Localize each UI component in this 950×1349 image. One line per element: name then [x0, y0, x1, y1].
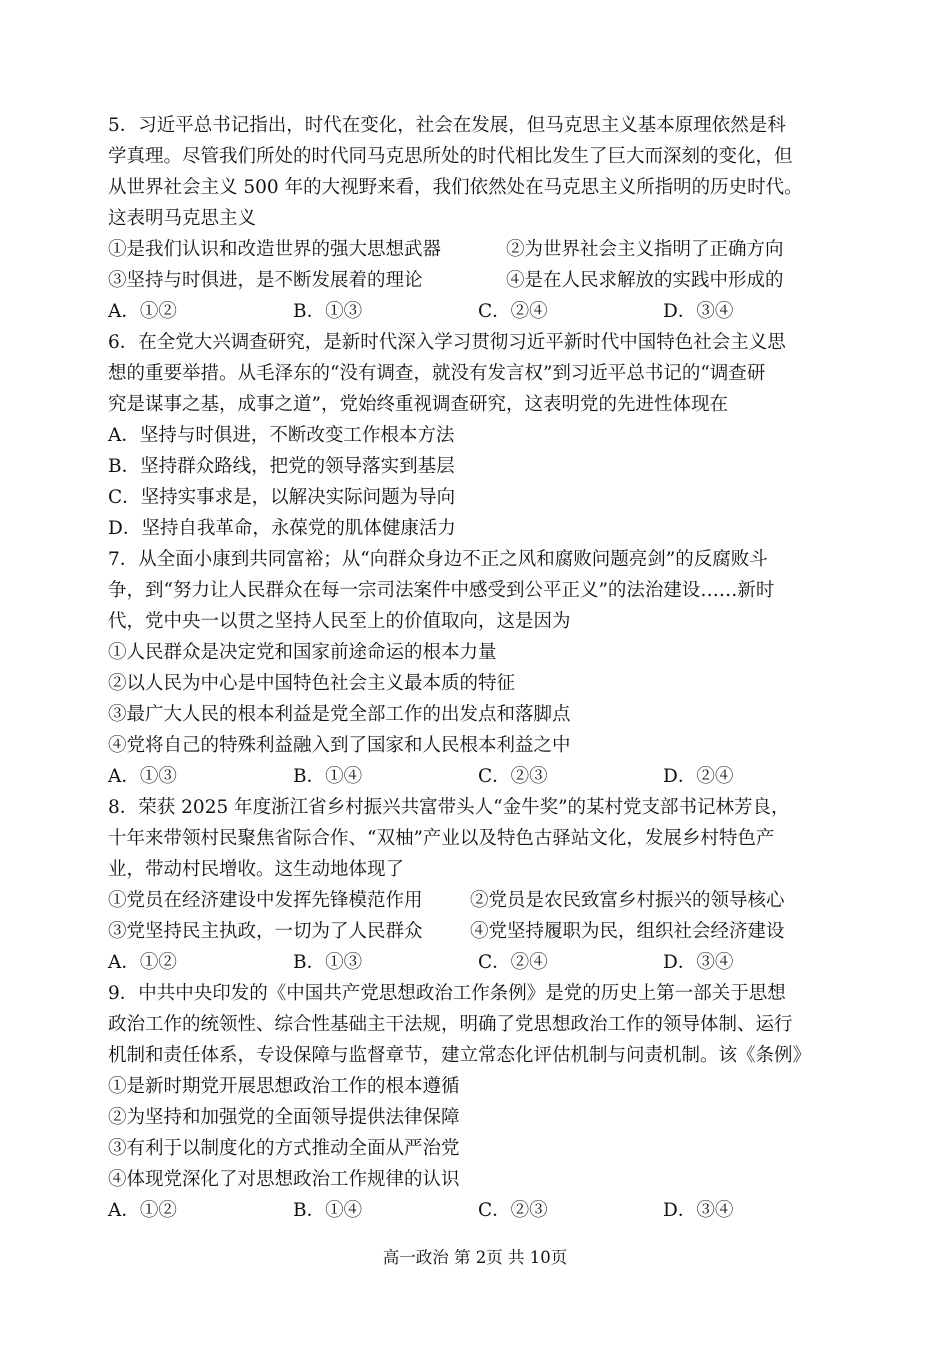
q5-statement-4: ④是在人民求解放的实践中形成的 [506, 270, 784, 291]
q8-statement-3: ③党坚持民主执政，一切为了人民群众 [108, 921, 423, 942]
q9-statement-4: ④体现党深化了对思想政治工作规律的认识 [108, 1169, 460, 1190]
question-9 [108, 978, 848, 1226]
q9-option-a: A．①② [108, 1200, 177, 1221]
q9-stem-line-3: 机制和责任体系，专设保障与监督章节，建立常态化评估机制与问责机制。该《条例》 [108, 1045, 812, 1066]
q7-statement-2: ②以人民为中心是中国特色社会主义最本质的特征 [108, 673, 516, 694]
q7-option-a: A．①③ [108, 766, 177, 787]
q7-statement-1: ①人民群众是决定党和国家前途命运的根本力量 [108, 642, 497, 663]
q6-choice-c: C．坚持实事求是，以解决实际问题为导向 [108, 487, 456, 508]
q5-stem-line-1: 5．习近平总书记指出，时代在变化，社会在发展，但马克思主义基本原理依然是科 [108, 115, 786, 136]
q9-option-c: C．②③ [478, 1200, 548, 1221]
q5-option-a: A．①② [108, 301, 177, 322]
q6-choice-b: B．坚持群众路线，把党的领导落实到基层 [108, 456, 455, 477]
q8-stem-line-3: 业，带动村民增收。这生动地体现了 [108, 859, 405, 880]
q5-option-d: D．③④ [663, 301, 734, 322]
q5-statement-2: ②为世界社会主义指明了正确方向 [506, 239, 784, 260]
q7-statement-3: ③最广大人民的根本利益是党全部工作的出发点和落脚点 [108, 704, 571, 725]
q8-options [108, 947, 848, 978]
q5-option-b: B．①③ [293, 301, 363, 322]
q8-option-d: D．③④ [663, 952, 734, 973]
q7-stem-line-2: 争，到“努力让人民群众在每一宗司法案件中感受到公平正义”的法治建设……新时 [108, 580, 775, 601]
q7-stem-line-1: 7．从全面小康到共同富裕；从“向群众身边不正之风和腐败问题亮剑”的反腐败斗 [108, 549, 768, 570]
q5-statement-3: ③坚持与时俱进，是不断发展着的理论 [108, 270, 423, 291]
q5-stem-line-4: 这表明马克思主义 [108, 208, 257, 229]
question-8 [108, 792, 848, 978]
q7-option-d: D．②④ [663, 766, 734, 787]
q6-stem-line-1: 6．在全党大兴调查研究，是新时代深入学习贯彻习近平新时代中国特色社会主义思 [108, 332, 786, 353]
q5-stem-line-3: 从世界社会主义 500 年的大视野来看，我们依然处在马克思主义所指明的历史时代。 [108, 177, 803, 198]
q9-stem-line-1: 9．中共中央印发的《中国共产党思想政治工作条例》是党的历史上第一部关于思想 [108, 983, 786, 1004]
q8-statements-row-2 [108, 916, 848, 947]
q7-options [108, 761, 848, 792]
question-list [108, 110, 848, 1226]
question-7 [108, 544, 848, 792]
question-6 [108, 327, 848, 544]
page-footer: 高一政治 第 2页 共 10页 [382, 1248, 568, 1267]
q8-stem-line-2: 十年来带领村民聚焦省际合作、“双柚”产业以及特色古驿站文化，发展乡村特色产 [108, 828, 775, 849]
q8-stem-line-1: 8．荣获 2025 年度浙江省乡村振兴共富带头人“金牛奖”的某村党支部书记林芳良， [108, 797, 790, 818]
q8-option-c: C．②④ [478, 952, 548, 973]
q8-statement-2: ②党员是农民致富乡村振兴的领导核心 [470, 890, 785, 911]
q8-option-b: B．①③ [293, 952, 363, 973]
q5-statements-row-1 [108, 234, 848, 265]
q8-option-a: A．①② [108, 952, 177, 973]
q7-option-c: C．②③ [478, 766, 548, 787]
q7-stem-line-3: 代，党中央一以贯之坚持人民至上的价值取向，这是因为 [108, 611, 571, 632]
q6-choice-d: D．坚持自我革命，永葆党的肌体健康活力 [108, 518, 456, 539]
q8-statements-row-1 [108, 885, 848, 916]
q9-statement-1: ①是新时期党开展思想政治工作的根本遵循 [108, 1076, 460, 1097]
q5-option-c: C．②④ [478, 301, 548, 322]
q6-stem-line-2: 想的重要举措。从毛泽东的“没有调查，就没有发言权”到习近平总书记的“调查研 [108, 363, 766, 384]
q5-stem-line-2: 学真理。尽管我们所处的时代同马克思所处的时代相比发生了巨大而深刻的变化，但 [108, 146, 793, 167]
q7-option-b: B．①④ [293, 766, 363, 787]
q9-option-d: D．③④ [663, 1200, 734, 1221]
q5-options [108, 296, 848, 327]
q8-statement-1: ①党员在经济建设中发挥先锋模范作用 [108, 890, 423, 911]
q5-statement-1: ①是我们认识和改造世界的强大思想武器 [108, 239, 442, 260]
q9-stem-line-2: 政治工作的统领性、综合性基础主干法规，明确了党思想政治工作的领导体制、运行 [108, 1014, 793, 1035]
q6-stem-line-3: 究是谋事之基，成事之道”，党始终重视调查研究，这表明党的先进性体现在 [108, 394, 728, 415]
q5-statements-row-2 [108, 265, 848, 296]
q9-option-b: B．①④ [293, 1200, 363, 1221]
q6-choice-a: A．坚持与时俱进，不断改变工作根本方法 [108, 425, 455, 446]
question-5 [108, 110, 848, 327]
q9-options [108, 1195, 848, 1226]
q9-statement-3: ③有利于以制度化的方式推动全面从严治党 [108, 1138, 460, 1159]
q8-statement-4: ④党坚持履职为民，组织社会经济建设 [470, 921, 785, 942]
q9-statement-2: ②为坚持和加强党的全面领导提供法律保障 [108, 1107, 460, 1128]
q7-statement-4: ④党将自己的特殊利益融入到了国家和人民根本利益之中 [108, 735, 571, 756]
